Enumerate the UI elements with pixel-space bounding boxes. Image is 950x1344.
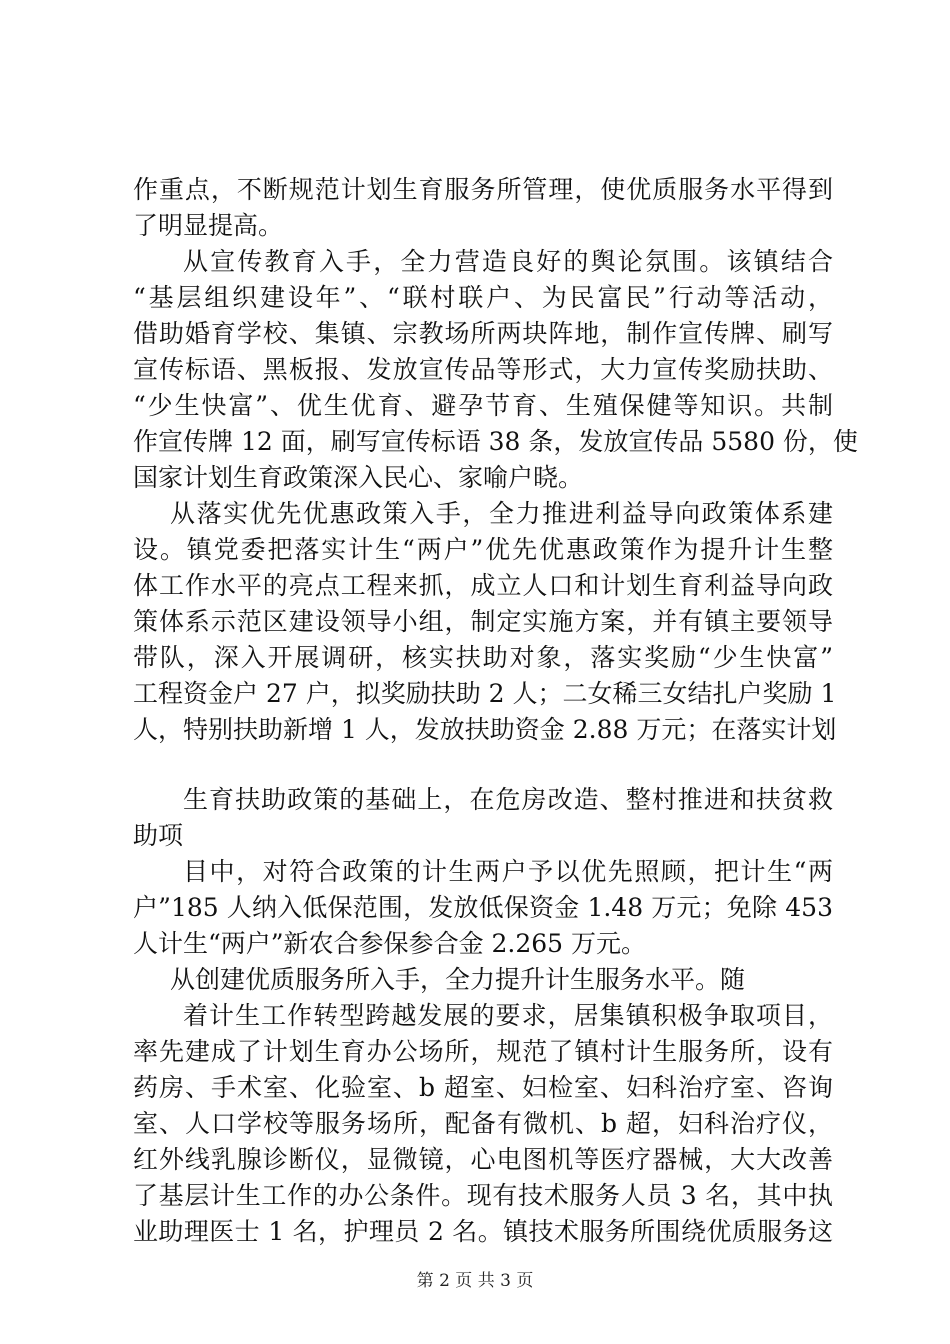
text-line: 了明显提高。 [133, 211, 284, 240]
text-line: 体工作水平的亮点工程来抓，成立人口和计划生育利益导向政 [133, 571, 833, 600]
text-line: 业助理医士 1 名，护理员 2 名。镇技术服务所围绕优质服务这 [133, 1217, 833, 1246]
text-line: 户”185 人纳入低保范围，发放低保资金 1.48 万元；免除 453 [133, 893, 833, 922]
text-line: 生育扶助政策的基础上，在危房改造、整村推进和扶贫救 [183, 785, 833, 814]
page-number: 第 2 页 共 3 页 [416, 1271, 534, 1291]
text-line: “少生快富”、优生优育、避孕节育、生殖保健等知识。共制 [133, 391, 833, 420]
text-line: 药房、手术室、化验室、b 超室、妇检室、妇科治疗室、咨询 [133, 1073, 833, 1102]
text-line: 设。镇党委把落实计生“两户”优先优惠政策作为提升计生整 [133, 535, 833, 564]
text-line: 红外线乳腺诊断仪，显微镜，心电图机等医疗器械，大大改善 [133, 1145, 833, 1174]
text-line: 着计生工作转型跨越发展的要求，居集镇积极争取项目， [183, 1001, 833, 1030]
text-line: 作重点，不断规范计划生育服务所管理，使优质服务水平得到 [133, 175, 833, 204]
text-line: 国家计划生育政策深入民心、家喻户晓。 [133, 463, 584, 492]
text-line: “基层组织建设年”、“联村联户、为民富民”行动等活动， [133, 283, 833, 312]
text-line: 借助婚育学校、集镇、宗教场所两块阵地，制作宣传牌、刷写 [133, 319, 833, 348]
text-line: 从宣传教育入手，全力营造良好的舆论氛围。该镇结合 [183, 247, 833, 276]
text-line: 从落实优先优惠政策入手，全力推进利益导向政策体系建 [170, 499, 833, 528]
text-line: 人，特别扶助新增 1 人，发放扶助资金 2.88 万元；在落实计划 [133, 715, 837, 744]
text-line: 宣传标语、黑板报、发放宣传品等形式，大力宣传奖励扶助、 [133, 355, 833, 384]
text-line: 率先建成了计划生育办公场所，规范了镇村计生服务所，设有 [133, 1037, 833, 1066]
text-line: 策体系示范区建设领导小组，制定实施方案，并有镇主要领导 [133, 607, 833, 636]
page-footer [0, 1270, 950, 1292]
text-line: 目中，对符合政策的计生两户予以优先照顾，把计生“两 [183, 857, 833, 886]
text-line: 作宣传牌 12 面，刷写宣传标语 38 条，发放宣传品 5580 份，使 [133, 427, 858, 456]
text-line: 室、人口学校等服务场所，配备有微机、b 超，妇科治疗仪， [133, 1109, 833, 1138]
text-line: 助项 [133, 821, 184, 850]
text-line: 带队，深入开展调研，核实扶助对象，落实奖励“少生快富” [133, 643, 833, 672]
text-line: 从创建优质服务所入手，全力提升计生服务水平。随 [170, 965, 746, 994]
text-line: 人计生“两户”新农合参保参合金 2.265 万元。 [133, 929, 647, 958]
text-line: 工程资金户 27 户，拟奖励扶助 2 人；二女稀三女结扎户奖励 1 [133, 679, 837, 708]
text-line: 了基层计生工作的办公条件。现有技术服务人员 3 名，其中执 [133, 1181, 833, 1210]
